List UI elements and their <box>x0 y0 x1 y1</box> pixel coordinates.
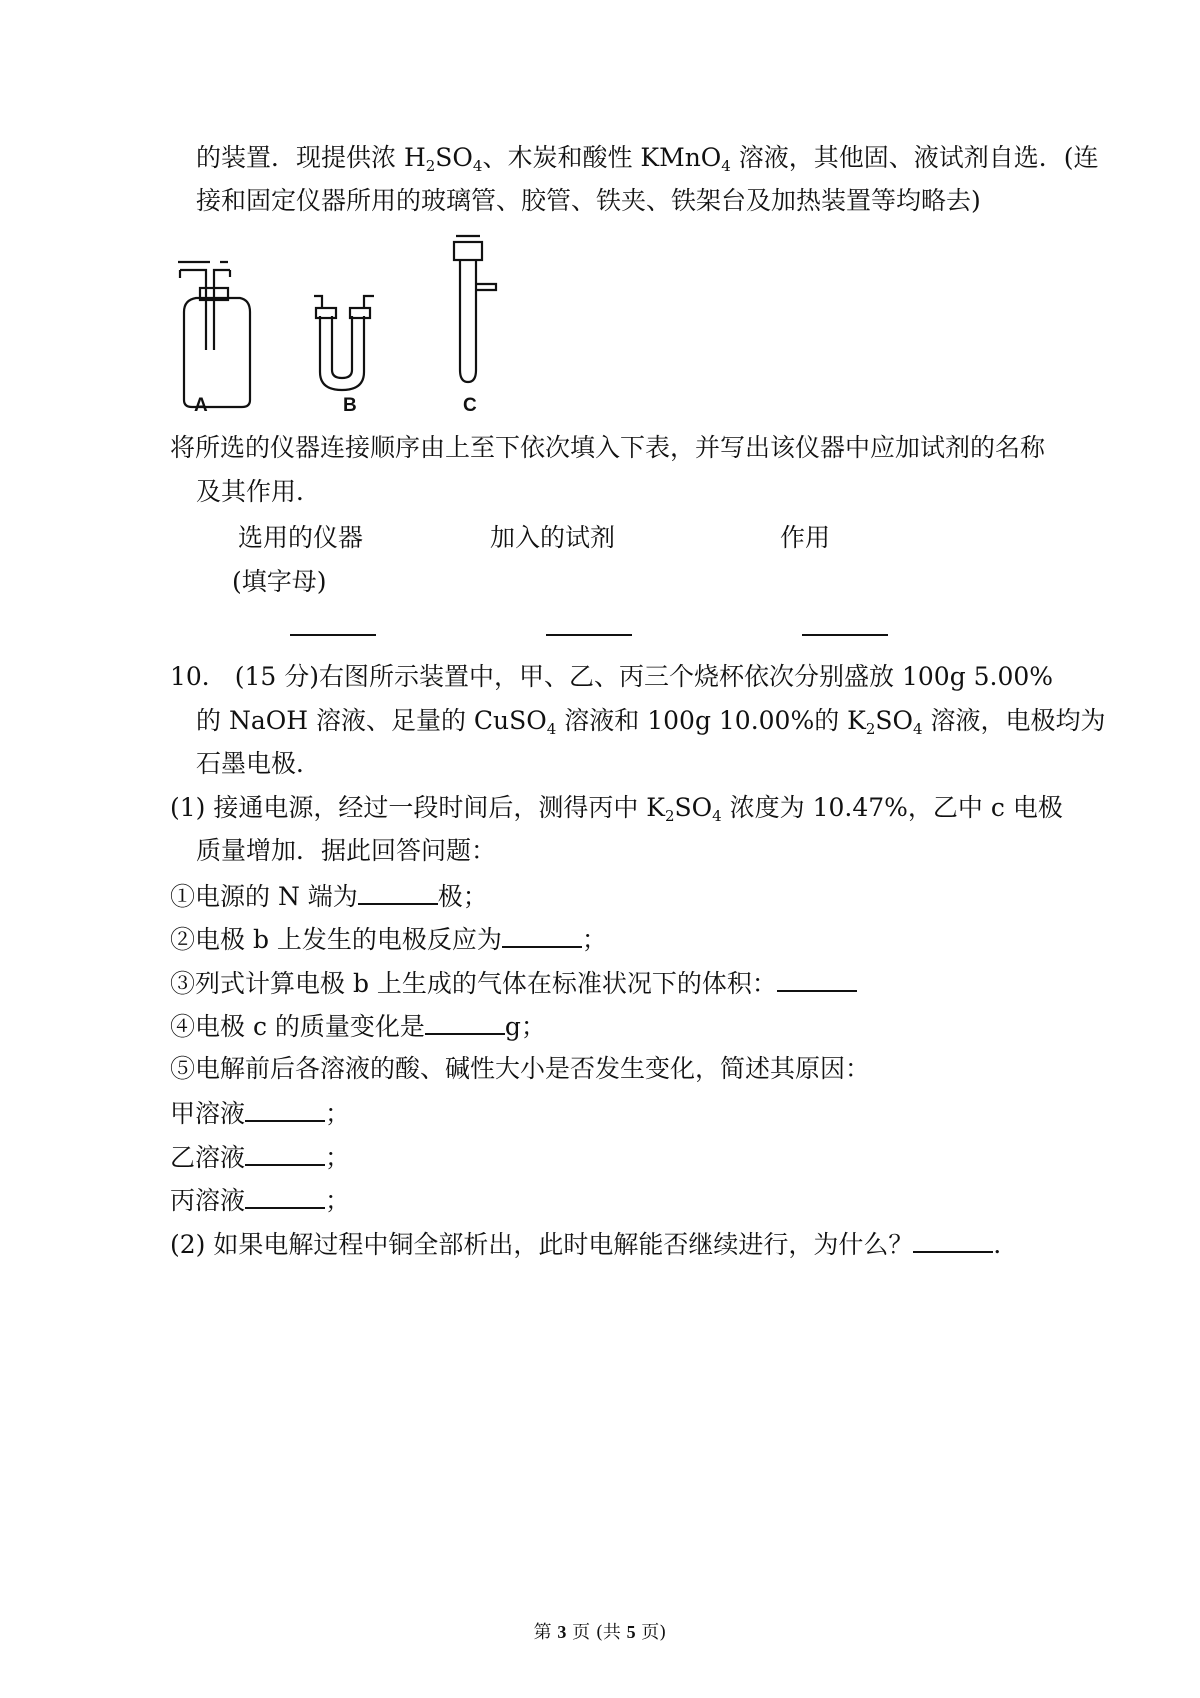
figure-label-b: B <box>343 395 357 416</box>
blank-jia[interactable] <box>245 1096 325 1122</box>
solution-yi: 乙溶液 ； <box>170 1140 350 1174</box>
q10-part1-line-2: 质量增加．据此回答问题： <box>196 836 497 865</box>
q10-part2: (2) 如果电解过程中铜全部析出，此时电解能否继续进行，为什么？ ． <box>170 1227 1018 1261</box>
blank-electrode-b-reaction[interactable] <box>502 922 582 948</box>
q10-line-1: 10． (15 分)右图所示装置中，甲、乙、丙三个烧杯依次分别盛放 100g 5.00% <box>170 662 1054 691</box>
table-col-function: 作用 <box>780 523 831 552</box>
q10-sub-2: ②电极 b 上发生的电极反应为 ； <box>170 922 607 956</box>
q10-part1-line-1: (1) 接通电源，经过一段时间后，测得丙中 $K_2SO_4$ 浓度为 10.47%，乙中 c 电极 <box>170 793 1063 825</box>
blank-function[interactable] <box>802 634 888 636</box>
instruction-line-1: 将所选的仪器连接顺序由上至下依次填入下表，并写出该仪器中应加试剂的名称 <box>170 433 1046 462</box>
q10-line-3: 石墨电极． <box>196 749 322 778</box>
blank-gas-volume[interactable] <box>777 966 857 992</box>
intro-line-1: 的装置．现提供浓 $H_2SO_4$、木炭和酸性 KMnO$_4$ 溶液，其他固、液试剂自选．(连 <box>196 143 1099 175</box>
table-col-instrument: 选用的仪器 <box>238 523 364 552</box>
figure-label-c: C <box>463 395 477 416</box>
solution-bing: 丙溶液 ； <box>170 1183 350 1217</box>
blank-reagent[interactable] <box>546 634 632 636</box>
q10-line-2: 的 NaOH 溶液、足量的 CuSO$_4$ 溶液和 100g 10.00%的 $K_2SO_4$ 溶液，电极均为 <box>196 706 1106 738</box>
blank-instrument[interactable] <box>290 634 376 636</box>
blank-bing[interactable] <box>245 1183 325 1209</box>
apparatus-c-icon <box>454 236 496 382</box>
page-footer: 第 3 页 (共 5 页) <box>533 1622 667 1643</box>
blank-n-terminal[interactable] <box>358 879 438 905</box>
blank-copper-question[interactable] <box>913 1227 993 1253</box>
apparatus-b-icon <box>314 296 374 390</box>
q10-sub-3: ③列式计算电极 b 上生成的气体在标准状况下的体积： <box>170 966 857 1000</box>
table-col-reagent: 加入的试剂 <box>490 523 616 552</box>
blank-yi[interactable] <box>245 1140 325 1166</box>
solution-jia: 甲溶液 ； <box>170 1096 350 1130</box>
table-col-instrument-note: (填字母) <box>232 567 327 596</box>
q10-sub-4: ④电极 c 的质量变化是 g； <box>170 1009 546 1043</box>
figure-label-a: A <box>194 395 208 416</box>
blank-mass-change[interactable] <box>425 1009 505 1035</box>
q10-sub-5: ⑤电解前后各溶液的酸、碱性大小是否发生变化，简述其原因： <box>170 1054 871 1083</box>
apparatus-a-icon <box>178 262 250 407</box>
intro-line-2: 接和固定仪器所用的玻璃管、胶管、铁夹、铁架台及加热装置等均略去) <box>196 186 981 215</box>
q10-sub-1: ①电源的 N 端为 极； <box>170 879 488 913</box>
instruction-line-2: 及其作用． <box>196 477 322 506</box>
